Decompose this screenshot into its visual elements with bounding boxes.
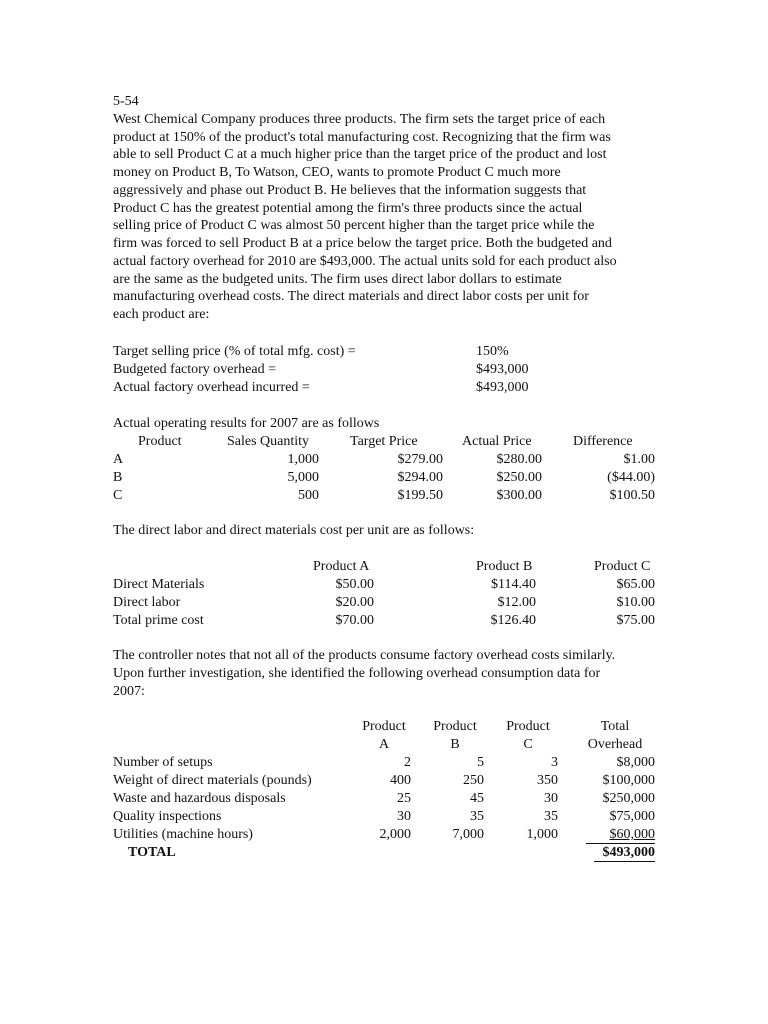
table-cell: $126.40	[490, 613, 536, 628]
column-header: Product	[362, 719, 406, 734]
table-cell: $8,000	[616, 755, 655, 770]
column-header: C	[523, 737, 533, 752]
table-cell: $60,000	[609, 827, 655, 842]
row-label: Waste and hazardous disposals	[113, 791, 286, 806]
table-cell: 5,000	[287, 470, 319, 485]
intro-line: firm was forced to sell Product B at a price below the target price. Both the budgeted and	[113, 236, 612, 251]
table-cell: $65.00	[616, 577, 655, 592]
row-label: Utilities (machine hours)	[113, 827, 253, 842]
table-cell: $75,000	[609, 809, 655, 824]
column-header: Sales Quantity	[227, 434, 310, 449]
row-label: Weight of direct materials (pounds)	[113, 773, 312, 788]
table-cell: $279.00	[397, 452, 443, 467]
table-cell: 2,000	[379, 827, 411, 842]
table-cell: $294.00	[397, 470, 443, 485]
intro-line: aggressively and phase out Product B. He believes that the information suggests that	[113, 182, 587, 198]
controller-line: 2007:	[113, 684, 145, 699]
intro-line: West Chemical Company produces three products. The firm sets the target price of each	[113, 111, 606, 127]
column-header: Product B	[476, 559, 533, 574]
summary-label: Target selling price (% of total mfg. cost) =	[113, 344, 356, 359]
intro-line: each product are:	[113, 307, 210, 322]
row-label: Number of setups	[113, 755, 213, 770]
table-cell: 30	[544, 791, 558, 806]
summary-value: 150%	[476, 344, 509, 359]
table-cell: $75.00	[616, 613, 655, 628]
intro-line: Product C has the greatest potential among the firm's three products since the actual	[113, 200, 583, 216]
row-label: Total prime cost	[113, 613, 204, 628]
table-cell: $1.00	[623, 452, 655, 467]
table-cell: 2	[404, 755, 411, 770]
table-cell: A	[113, 452, 124, 467]
table-cell: $250,000	[602, 791, 655, 806]
table-cell: C	[113, 488, 123, 503]
column-header: Actual Price	[462, 434, 532, 449]
intro-paragraph	[113, 93, 658, 324]
table-cell: $10.00	[616, 595, 655, 610]
column-header: B	[450, 737, 460, 752]
table-cell: $280.00	[496, 452, 542, 467]
table-cell: $50.00	[335, 577, 374, 592]
total-underline	[594, 861, 655, 862]
table-cell: B	[113, 470, 123, 485]
table-cell: $70.00	[335, 613, 374, 628]
column-header: Total	[600, 719, 630, 734]
summary-value: $493,000	[476, 362, 529, 377]
column-header: Product C	[594, 559, 651, 574]
table-cell: $20.00	[335, 595, 374, 610]
intro-line: product at 150% of the product's total manufacturing cost. Recognizing that the firm was	[113, 129, 611, 145]
intro-line: actual factory overhead for 2010 are $493,000. The actual units sold for each product also	[113, 253, 617, 269]
table-cell: 1,000	[526, 827, 558, 842]
column-header: Overhead	[587, 737, 643, 752]
column-header: Target Price	[350, 434, 418, 449]
problem-number: 5-54	[113, 94, 139, 109]
table-cell: $114.40	[491, 577, 536, 592]
row-label: Quality inspections	[113, 809, 222, 824]
table-cell: 3	[551, 755, 558, 770]
intro-line: manufacturing overhead costs. The direct materials and direct labor costs per unit for	[113, 289, 589, 305]
column-header: A	[378, 737, 390, 752]
intro-line: money on Product B, To Watson, CEO, wants to promote Product C much more	[113, 165, 561, 180]
table-cell: $100,000	[602, 773, 655, 788]
total-label: TOTAL	[128, 845, 176, 860]
table-cell: $250.00	[496, 470, 542, 485]
table-cell: 35	[470, 809, 484, 824]
table-cell: 1,000	[287, 452, 319, 467]
row-label: Direct labor	[113, 595, 181, 610]
summary-label: Budgeted factory overhead =	[113, 362, 276, 377]
intro-line: able to sell Product C at a much higher price than the target price of the product and lost	[113, 147, 607, 163]
column-header: Product	[138, 434, 182, 449]
table-cell: $100.50	[609, 488, 655, 503]
intro-line: selling price of Product C was almost 50 percent higher than the target price while the	[113, 218, 595, 234]
prime-title: The direct labor and direct materials cost per unit are as follows:	[113, 523, 475, 538]
table-cell: $199.50	[397, 488, 443, 503]
summary-value: $493,000	[476, 380, 529, 395]
table-cell: 250	[463, 773, 484, 788]
table-cell: $300.00	[496, 488, 542, 503]
column-header: Product	[506, 719, 550, 734]
table-cell: 35	[544, 809, 558, 824]
total-value: $493,000	[602, 845, 655, 860]
table-cell: 7,000	[452, 827, 484, 842]
table-cell: 350	[537, 773, 558, 788]
table-cell: $12.00	[497, 595, 536, 610]
controller-line: The controller notes that not all of the products consume factory overhead costs similarly.	[113, 648, 616, 663]
table-cell: 400	[390, 773, 411, 788]
column-header: Product A	[313, 559, 370, 574]
table-cell: ($44.00)	[607, 470, 655, 485]
results-title: Actual operating results for 2007 are as follows	[113, 416, 380, 431]
table-cell: 45	[470, 791, 484, 806]
table-cell: 30	[397, 809, 411, 824]
table-cell: 500	[298, 488, 319, 503]
controller-line: Upon further investigation, she identified the following overhead consumption data for	[113, 666, 601, 681]
table-cell: 5	[477, 755, 484, 770]
table-cell: 25	[397, 791, 411, 806]
column-header: Difference	[573, 434, 633, 449]
row-label: Direct Materials	[113, 577, 205, 592]
intro-line: are the same as the budgeted units. The firm uses direct labor dollars to estimate	[113, 271, 562, 287]
column-header: Product	[433, 719, 477, 734]
summary-label: Actual factory overhead incurred =	[113, 380, 310, 395]
